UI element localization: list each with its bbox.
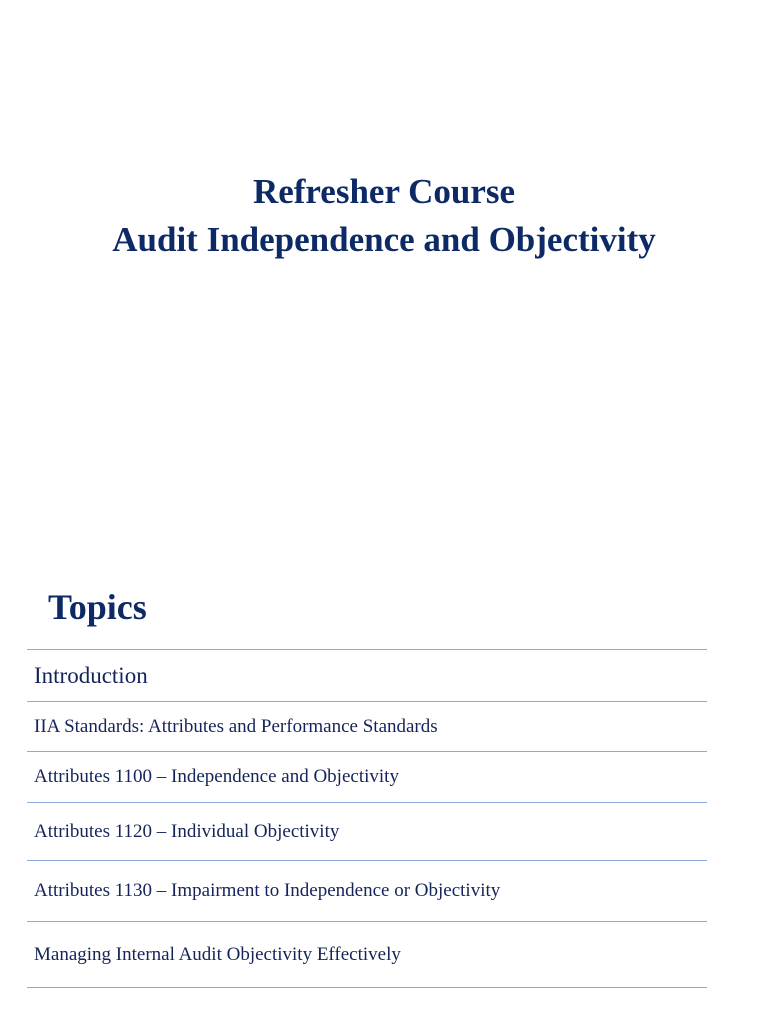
course-title: [0, 168, 768, 264]
topic-item-attributes-1130: Attributes 1130 – Impairment to Independence or Objectivity: [27, 861, 707, 922]
topic-item-iia-standards: IIA Standards: Attributes and Performance Standards: [27, 702, 707, 752]
topic-item-managing-objectivity: Managing Internal Audit Objectivity Effectively: [27, 922, 707, 988]
course-title-line-1: Refresher Course: [252, 172, 516, 211]
topic-item-attributes-1120: Attributes 1120 – Individual Objectivity: [27, 803, 707, 861]
topics-heading: Topics: [48, 587, 147, 627]
topic-item-introduction: Introduction: [27, 650, 707, 702]
course-title-line-2: Audit Independence and Objectivity: [112, 220, 656, 259]
topics-list: [27, 649, 707, 988]
topic-item-attributes-1100: Attributes 1100 – Independence and Objectivity: [27, 752, 707, 803]
